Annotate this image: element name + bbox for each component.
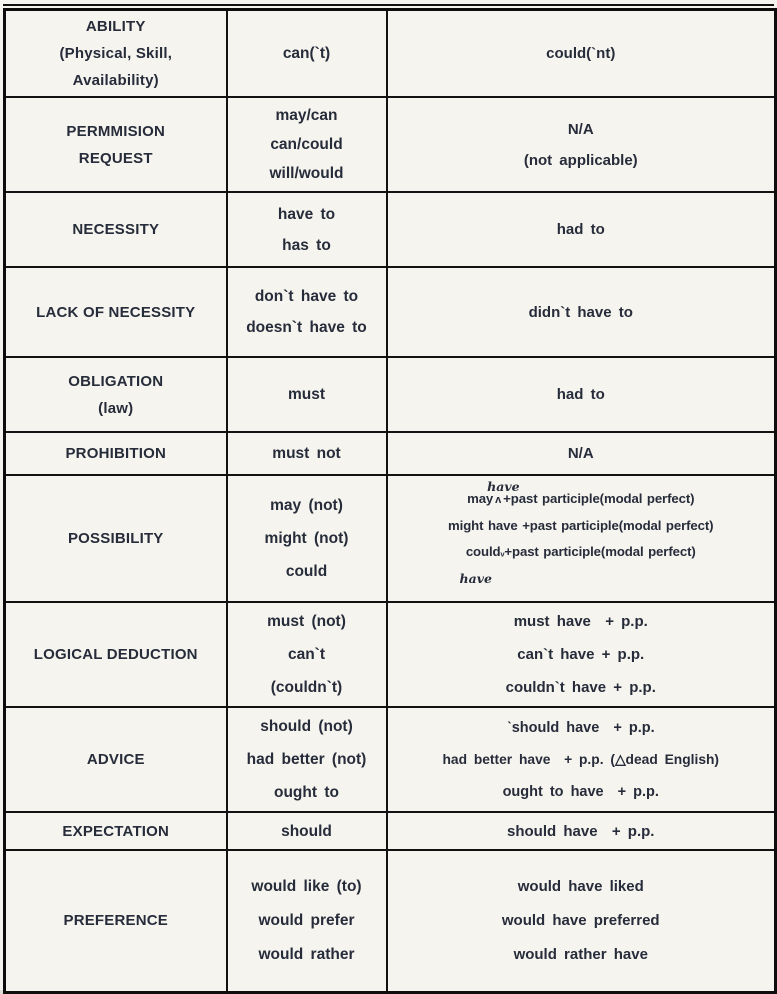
past-form-cell [387, 357, 776, 432]
present-form-line: can`t [287, 646, 326, 663]
past-form-line: couldn`t have + p.p. [505, 679, 656, 696]
present-form-line: ought to [274, 784, 339, 801]
past-form-line: N/A [567, 445, 594, 462]
present-form-line: have to [277, 205, 336, 223]
past-form-cell [387, 850, 776, 992]
table-row [5, 10, 776, 98]
present-form-cell [227, 192, 387, 267]
past-form-line: had better have + p.p. (△dead English) [442, 751, 720, 767]
category-line: PERMMISION [66, 122, 166, 140]
present-form-line: must [287, 386, 326, 403]
category-cell [5, 812, 227, 850]
present-form-cell [227, 850, 387, 992]
category-line: PREFERENCE [63, 912, 169, 930]
present-form-line: don`t have to [254, 288, 359, 305]
category-line: LACK OF NECESSITY [36, 303, 196, 321]
category-line: EXPECTATION [62, 822, 170, 840]
past-form-text: +past participle(modal perfect) [503, 490, 695, 506]
present-form-line: would prefer [258, 911, 355, 929]
past-form-line-annotated [392, 539, 771, 566]
table-row [5, 192, 776, 267]
past-form-cell [387, 432, 776, 475]
caret-mark: ᵥ [500, 546, 505, 559]
category-line: NECESSITY [72, 221, 160, 238]
past-form-line: ˋshould have + p.p. [506, 719, 655, 736]
past-form-text: may [467, 490, 494, 506]
present-form-cell [227, 707, 387, 812]
category-line: OBLIGATION [68, 372, 164, 390]
category-cell [5, 357, 227, 432]
present-form-line: would rather [258, 945, 355, 963]
category-cell [5, 602, 227, 707]
past-form-line: (not applicable) [523, 151, 638, 169]
present-form-cell [227, 475, 387, 602]
table-row [5, 432, 776, 475]
present-form-cell [227, 357, 387, 432]
category-line: POSSIBILITY [67, 530, 164, 547]
table-row [5, 850, 776, 992]
past-form-cell [387, 97, 776, 192]
category-line: ADVICE [86, 751, 145, 768]
past-form-line: would have preferred [501, 911, 660, 929]
present-form-line: can(`t) [282, 45, 331, 62]
present-form-line: had better (not) [246, 751, 367, 768]
past-form-cell [387, 475, 776, 602]
category-line: LOGICAL DEDUCTION [33, 646, 198, 663]
past-form-line: had to [556, 386, 605, 403]
category-line: REQUEST [78, 149, 153, 167]
present-form-cell [227, 267, 387, 357]
page-top-rule [3, 4, 774, 6]
handwritten-have-annotation: have [487, 478, 520, 494]
past-form-line: could(`nt) [546, 45, 616, 62]
table-row [5, 357, 776, 432]
category-line: ABILITY [85, 18, 146, 35]
present-form-line: could [285, 563, 328, 580]
table-row [5, 475, 776, 602]
present-form-line: may/can [275, 107, 338, 124]
past-form-line: would rather have [513, 945, 648, 963]
past-form-cell [387, 812, 776, 850]
present-form-cell [227, 10, 387, 98]
past-form-cell [387, 267, 776, 357]
past-form-line: can`t have + p.p. [517, 646, 645, 663]
category-cell [5, 192, 227, 267]
table-row [5, 97, 776, 192]
category-cell [5, 97, 227, 192]
category-line: (law) [98, 399, 134, 417]
category-line: (Physical, Skill, [59, 45, 173, 62]
past-form-line: might have +past participle(modal perfect) [448, 517, 714, 533]
present-form-line: should (not) [260, 718, 353, 735]
modal-verbs-table [3, 8, 777, 994]
past-form-text: could [465, 543, 501, 559]
caret-mark: ʌ [495, 493, 502, 506]
table-row [5, 707, 776, 812]
past-form-line: must have + p.p. [513, 613, 648, 630]
present-form-line: can/could [270, 136, 343, 153]
past-form-line: ought to have + p.p. [502, 783, 659, 800]
category-cell [5, 267, 227, 357]
present-form-line: must not [272, 445, 341, 462]
present-form-cell [227, 602, 387, 707]
table-row [5, 602, 776, 707]
category-cell [5, 10, 227, 98]
caret-insertion [487, 478, 520, 513]
past-form-line: should have + p.p. [507, 822, 655, 840]
present-form-line: should [281, 822, 332, 840]
past-form-line-annotated [392, 478, 771, 513]
present-form-line: would like (to) [251, 877, 362, 895]
present-form-line: has to [282, 236, 331, 254]
present-form-line: might (not) [264, 530, 349, 547]
past-form-text: +past participle(modal perfect) [504, 543, 696, 559]
past-form-cell [387, 707, 776, 812]
handwritten-have-text: have [459, 570, 492, 586]
table-row [5, 267, 776, 357]
table-row [5, 812, 776, 850]
present-form-line: must (not) [267, 613, 346, 630]
present-form-line: (couldn`t) [270, 679, 343, 696]
past-form-line: had to [556, 221, 605, 238]
present-form-cell [227, 812, 387, 850]
present-form-line: doesn`t have to [246, 319, 367, 336]
category-cell [5, 850, 227, 992]
present-form-line: may (not) [270, 497, 343, 514]
past-form-line: would have liked [517, 877, 644, 895]
present-form-cell [227, 97, 387, 192]
past-form-line: didn`t have to [528, 303, 633, 321]
present-form-line: will/would [269, 165, 344, 182]
category-line: Availability) [72, 72, 159, 89]
past-form-cell [387, 10, 776, 98]
category-cell [5, 432, 227, 475]
past-form-cell [387, 602, 776, 707]
past-form-line: N/A [567, 120, 594, 138]
present-form-cell [227, 432, 387, 475]
handwritten-have-annotation [392, 566, 771, 592]
category-line: PROHIBITION [65, 445, 167, 462]
category-cell [5, 707, 227, 812]
past-form-cell [387, 192, 776, 267]
category-cell [5, 475, 227, 602]
